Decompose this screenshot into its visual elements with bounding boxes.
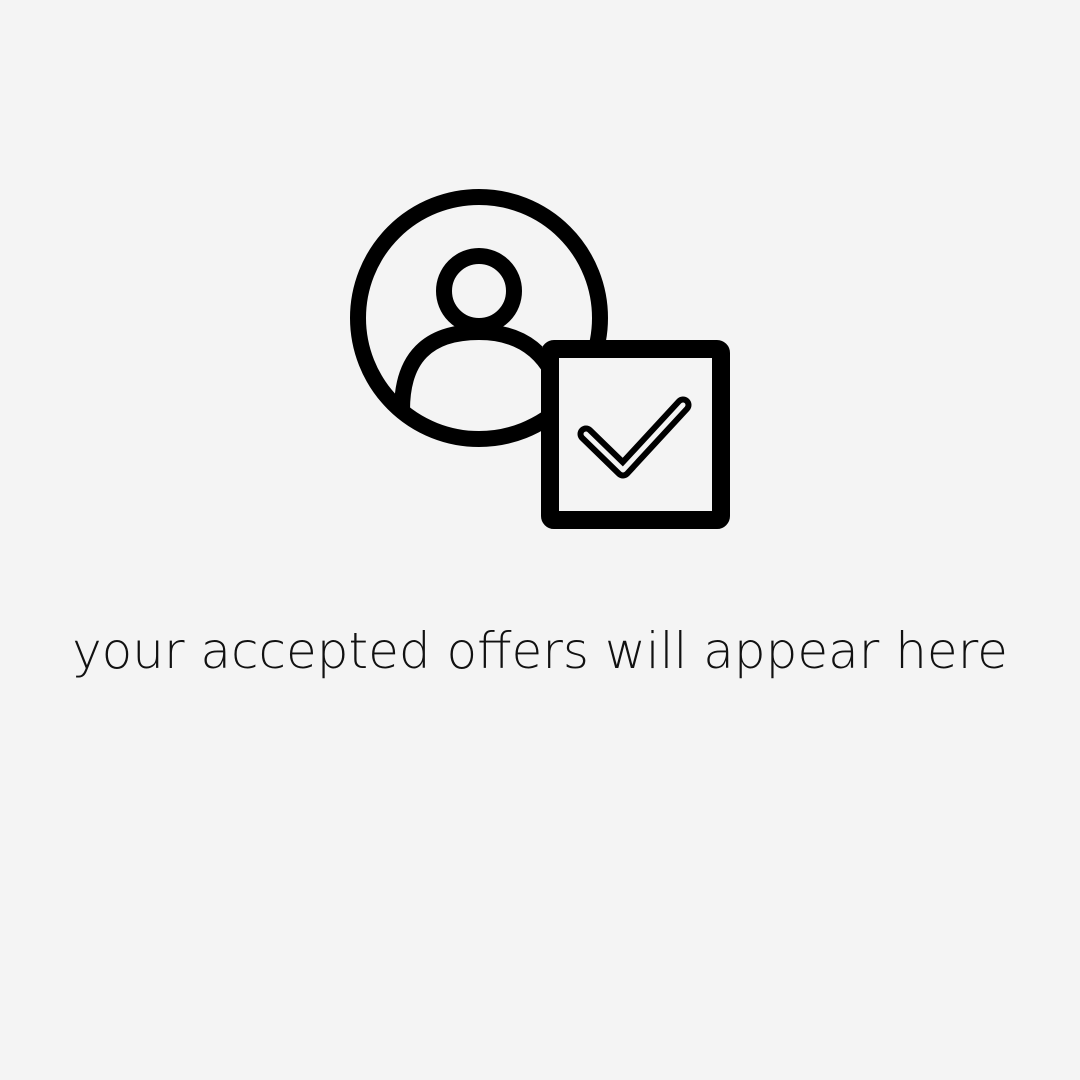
user-check-icon [340, 180, 740, 540]
avatar-head [444, 256, 514, 326]
avatar-shoulders [402, 332, 552, 410]
empty-state-message: your accepted offers will appear here [72, 622, 1008, 680]
check-box [550, 349, 721, 520]
